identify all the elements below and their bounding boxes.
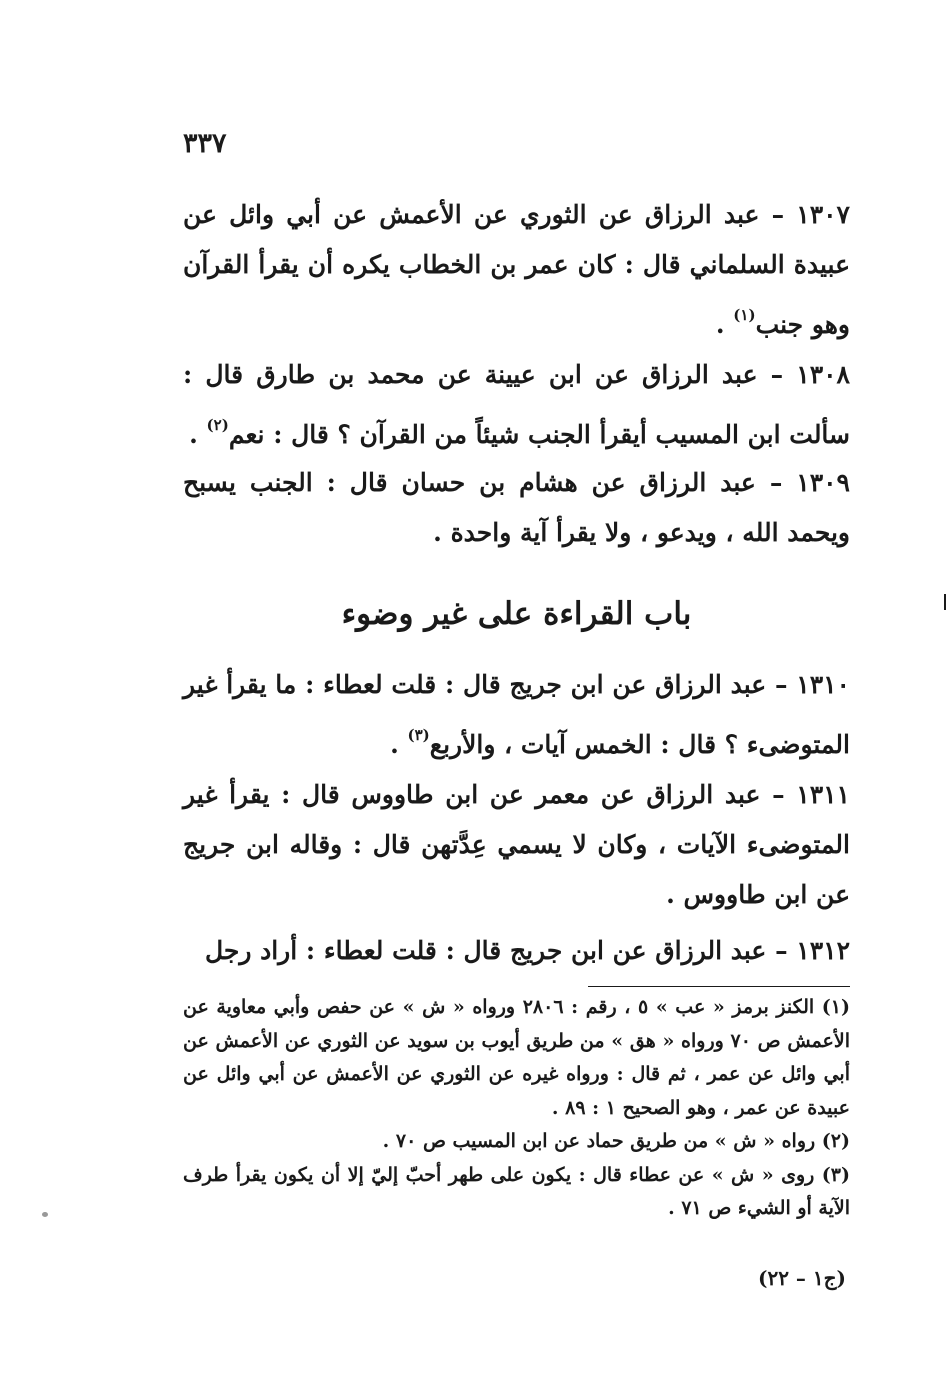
footnote-1: (١) الكنز برمز « عب » ٥ ، رقم : ٢٨٠٦ ورواه « ش » عن حفص وأبي معاوية عن الأعمش ص ٧٠ ورواه « هق » من طريق أيوب بن سويد عن الثوري عن الأعمش عن أبي وائل عن عمر ، ثم قال : ورواه غيره عن الثوري عن الأعمش عن أبي وائل عن عبيدة عن عمر ، وهو الصحيح ١ : ٨٩ . [183,996,850,1119]
footnote-reference: (٣) [407,726,430,744]
entry-number: ١٣١٢ [796,936,850,965]
entry-1309 [183,458,850,558]
entry-1311 [183,770,850,920]
entry-number: ١٣١٠ [796,670,850,699]
entry-text: عبد الرزاق عن ابن عيينة عن محمد بن طارق قال : سألت ابن المسيب أيقرأ الجنب شيئاً من القرآن ؟ قال : نعم [183,360,850,449]
entry-number: ١٣١١ [796,780,850,809]
footnote-2: (٢) رواه « ش » من طريق حماد عن ابن المسيب ص ٧٠ . [382,1130,850,1152]
section-heading: باب القراءة على غير وضوء [341,596,692,632]
entry-text: عبد الرزاق عن هشام بن حسان قال : الجنب يسبح ويحمد الله ، ويدعو ، ولا يقرأ آية واحدة [183,468,850,547]
entry-1312 [183,926,850,976]
entry-dash: – [774,670,788,699]
volume-signature-mark: (ج١ – ٢٢) [758,1266,847,1290]
entry-dash: – [771,200,785,229]
entry-dash: – [769,468,783,497]
entry-1308 [183,350,850,460]
entry-dash: – [775,936,788,965]
entry-number: ١٣٠٧ [796,200,850,229]
entry-text: عبد الرزاق عن الثوري عن الأعمش عن أبي وائل عن عبيدة السلماني قال : كان عمر بن الخطاب يكره أن يقرأ القرآن وهو جنب [183,200,850,339]
footnote-reference: (٢) [206,416,229,434]
entry-1307 [183,190,850,350]
entry-text: عبد الرزاق عن ابن جريج قال : قلت لعطاء : أراد رجل [204,936,767,965]
entry-end: . [666,880,675,909]
page-number: ٣٣٧ [183,128,227,159]
entry-end: . [715,310,725,339]
entry-dash: – [770,360,784,389]
entry-text: عبد الرزاق عن معمر عن ابن طاووس قال : يقرأ غير المتوضىء الآيات ، وكان لا يسمي عِدَّتهن قال : وقاله ابن جريج عن ابن طاووس [183,780,850,909]
footnote-3: (٣) روى « ش » عن عطاء قال : يكون على طهر أحبّ إليّ إلا أن يكون يقرأ طرف الآية أو الشيء ص ٧١ . [183,1163,850,1219]
scan-edge-mark [944,594,946,610]
entry-number: ١٣٠٨ [796,360,850,389]
entry-number: ١٣٠٩ [796,468,850,497]
entry-end: . [189,420,198,449]
entry-1310 [183,660,850,770]
entry-end: . [433,518,442,547]
footnote-reference: (١) [733,306,756,324]
entry-end: . [390,730,399,759]
entry-text: عبد الرزاق عن ابن جريج قال : قلت لعطاء : ما يقرأ غير المتوضىء ؟ قال : الخمس آيات ، والأربع [183,670,850,759]
scan-speck [42,1212,48,1217]
footnotes [183,991,850,1226]
footnote-separator [588,986,850,987]
entry-dash: – [772,780,785,809]
